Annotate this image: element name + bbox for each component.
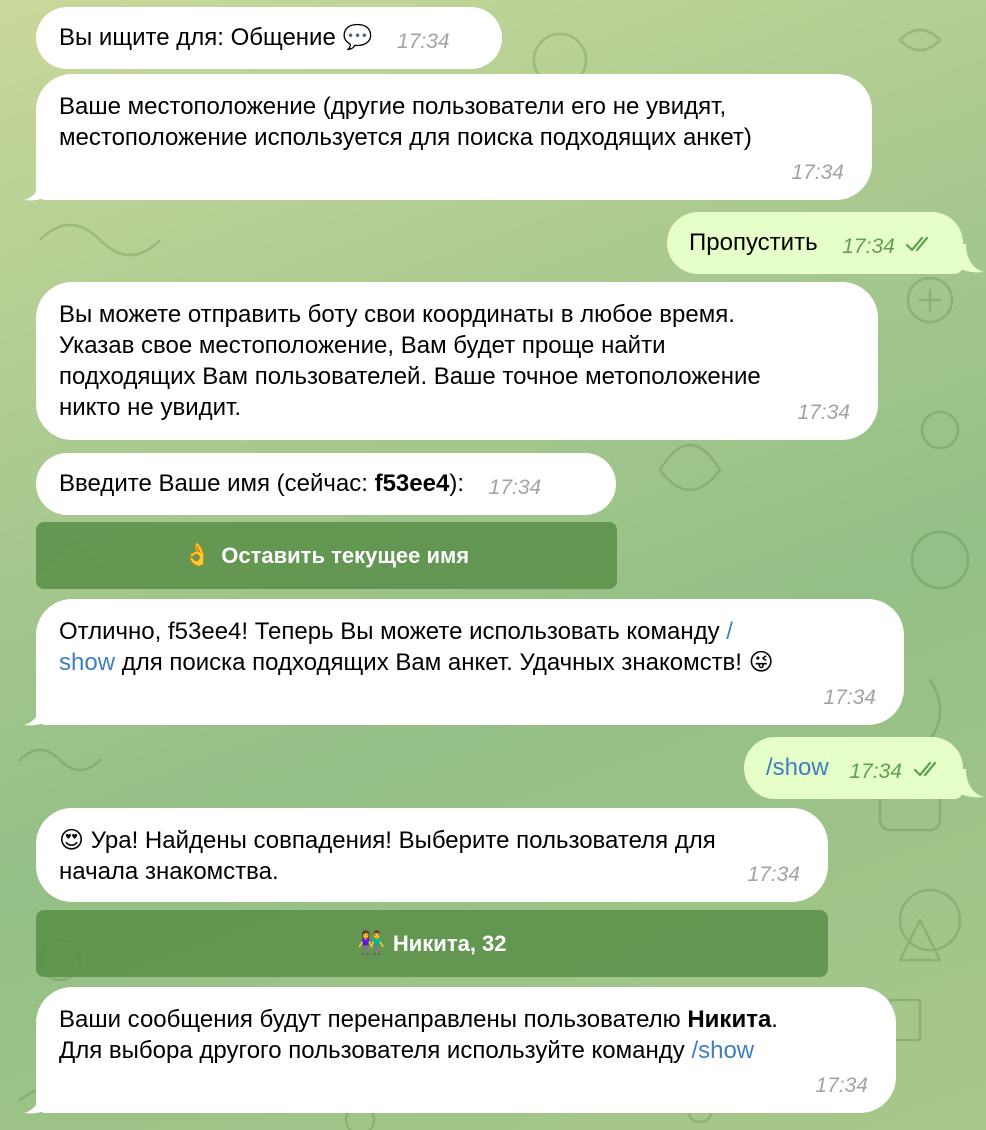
message-text: Вы ищите для: Общение <box>59 24 336 51</box>
message-text-line: Вы можете отправить боту свои координаты в любое время. <box>59 301 735 328</box>
winking-tongue-emoji-icon: 😜 <box>748 648 774 676</box>
message-text-line: для поиска подходящих Вам анкет. Удачных знакомств! <box>115 649 749 676</box>
ok-hand-emoji-icon: 👌 <box>183 543 212 568</box>
message-text-line: начала знакомства. <box>59 858 279 885</box>
couple-emoji-icon: 👫 <box>357 931 385 956</box>
message-text-line: Ура! Найдены совпадения! Выберите пользователя для <box>84 827 716 854</box>
message-text-line: Указав свое местоположение, Вам будет проще найти <box>59 332 666 359</box>
message-text-line: подходящих Вам пользователей. Ваше точное метоположение <box>59 363 761 390</box>
show-command-link[interactable]: /show <box>766 754 829 781</box>
message-time: 17:34 <box>791 161 844 184</box>
speech-balloon-emoji-icon: 💬 <box>342 23 373 51</box>
message-bubble-incoming <box>36 74 872 200</box>
message-bubble-incoming <box>36 987 896 1113</box>
show-command-link[interactable]: / <box>726 618 733 645</box>
message-bubble-incoming <box>36 282 878 440</box>
double-check-icon <box>913 760 943 778</box>
message-bubble-incoming <box>36 453 616 515</box>
heart-eyes-emoji-icon: 😍 <box>59 826 85 854</box>
message-bubble-incoming <box>36 7 502 69</box>
show-command-link[interactable]: show <box>59 649 116 676</box>
message-time: 17:34 <box>842 235 895 258</box>
message-text: . <box>771 1006 778 1033</box>
message-text-line: Для выбора другого пользователя используйте команду <box>59 1037 692 1064</box>
message-text-line: никто не увидит. <box>59 394 242 421</box>
button-label: Никита, 32 <box>392 930 507 956</box>
message-time: 17:34 <box>849 760 902 783</box>
message-text-line: Ваше местоположение (другие пользователи его не увидят, <box>59 93 727 120</box>
message-text-line: местоположение используется для поиска подходящих анкет) <box>59 124 752 151</box>
current-name: f53ee4 <box>374 470 450 497</box>
message-bubble-outgoing <box>744 737 963 799</box>
message-time: 17:34 <box>797 401 850 424</box>
message-text: Пропустить <box>689 229 818 256</box>
message-time: 17:34 <box>815 1074 868 1097</box>
message-time: 17:34 <box>488 476 542 499</box>
message-text-line: Отлично, f53ee4! Теперь Вы можете использовать команду <box>59 618 727 645</box>
select-user-button[interactable] <box>36 910 828 977</box>
message-time: 17:34 <box>823 686 876 709</box>
message-time: 17:34 <box>747 863 800 886</box>
recipient-name: Никита <box>687 1006 772 1033</box>
show-command-link[interactable]: /show <box>691 1037 755 1064</box>
double-check-icon <box>905 235 935 253</box>
message-text: Введите Ваше имя (сейчас: <box>59 470 375 497</box>
button-label: Оставить текущее имя <box>221 542 470 568</box>
message-text-line: Ваши сообщения будут перенаправлены пользователю <box>59 1006 688 1033</box>
message-bubble-outgoing <box>667 212 963 274</box>
message-time: 17:34 <box>397 30 450 53</box>
keep-current-name-button[interactable] <box>36 522 617 589</box>
message-bubble-incoming <box>36 808 828 902</box>
message-bubble-incoming <box>36 599 904 725</box>
message-text: ): <box>449 470 464 497</box>
